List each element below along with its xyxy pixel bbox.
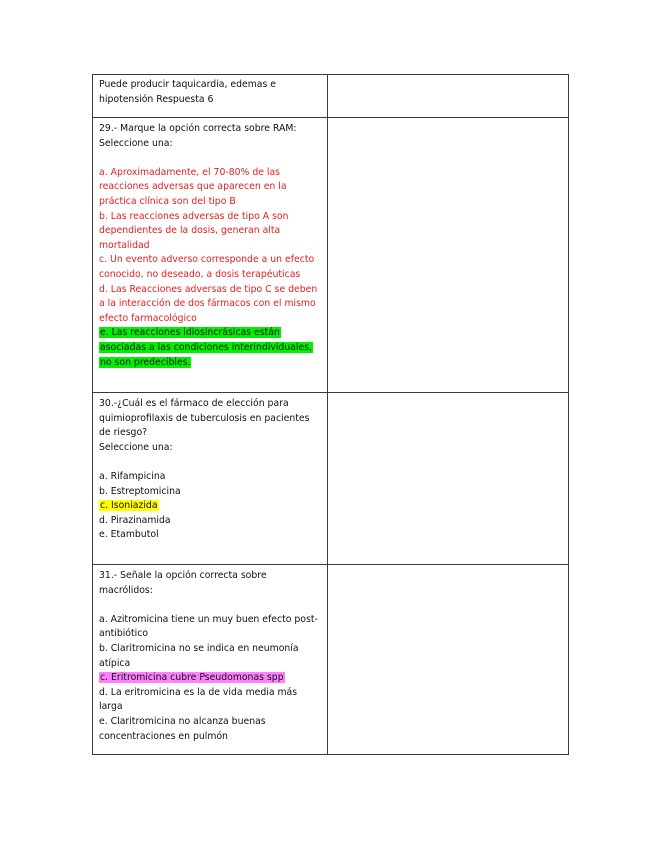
option-text: efecto farmacológico xyxy=(99,312,197,324)
select-prompt: Seleccione una: xyxy=(99,441,173,453)
option-text: d. La eritromicina es la de vida media más xyxy=(99,686,298,698)
table-row xyxy=(93,393,569,565)
option-text: concentraciones en pulmón xyxy=(99,730,228,742)
table-row xyxy=(93,565,569,755)
text-line: hipotensión Respuesta 6 xyxy=(99,93,214,105)
table-row xyxy=(93,75,569,118)
table-row xyxy=(93,118,569,393)
question-text: quimioprofilaxis de tuberculosis en pacientes xyxy=(99,412,310,424)
question-cell xyxy=(93,75,328,118)
question-text: de riesgo? xyxy=(99,427,148,439)
option-text: b. Estreptomicina xyxy=(99,485,181,497)
option-text: a. Rifampicina xyxy=(99,470,166,482)
option-text: conocido, no deseado, a dosis terapéuticas xyxy=(99,268,301,280)
question-text: macrólidos: xyxy=(99,584,153,596)
quiz-table xyxy=(92,74,569,755)
answer-cell xyxy=(328,393,569,565)
answer-cell xyxy=(328,565,569,755)
option-text: b. Claritromicina no se indica en neumonía xyxy=(99,642,299,654)
correct-option-highlight: asociadas a las condiciones interindividuales, xyxy=(100,341,313,353)
option-text: antibiótico xyxy=(99,628,149,640)
correct-option-highlight: c. Eritromicina cubre Pseudomonas spp xyxy=(100,672,284,684)
option-text: a la interacción de dos fármacos con el mismo xyxy=(99,298,316,310)
question-cell xyxy=(93,565,328,755)
option-text: c. Un evento adverso corresponde a un efecto xyxy=(99,254,315,266)
option-text: atípica xyxy=(99,657,131,669)
option-text: d. Las Reacciones adversas de tipo C se deben xyxy=(99,283,318,295)
question-cell xyxy=(93,118,328,393)
option-text: mortalidad xyxy=(99,239,150,251)
select-prompt: Seleccione una: xyxy=(99,137,173,149)
option-text: dependientes de la dosis, generan alta xyxy=(99,225,281,237)
option-text: a. Aproximadamente, el 70-80% de las xyxy=(99,166,281,178)
text-line: Puede producir taquicardia, edemas e xyxy=(99,79,276,90)
option-text: e. Etambutol xyxy=(99,529,159,541)
option-text: e. Claritromicina no alcanza buenas xyxy=(99,715,266,727)
option-text: b. Las reacciones adversas de tipo A son xyxy=(99,210,289,222)
option-text: a. Azitromicina tiene un muy buen efecto post- xyxy=(99,613,318,625)
option-text: d. Pirazinamida xyxy=(99,514,171,526)
answer-cell xyxy=(328,118,569,393)
correct-option-highlight: c. Isoniazida xyxy=(100,500,158,512)
option-text: larga xyxy=(99,701,123,713)
correct-option-highlight: e. Las reacciones idiosincrásicas están xyxy=(100,327,280,339)
answer-cell xyxy=(328,75,569,118)
question-text: 30.-¿Cuál es el fármaco de elección para xyxy=(99,398,289,409)
question-text: 31.- Señale la opción correcta sobre xyxy=(99,570,267,581)
question-text: 29.- Marque la opción correcta sobre RAM: xyxy=(99,123,297,134)
option-text: práctica clínica son del tipo B xyxy=(99,195,236,207)
question-cell xyxy=(93,393,328,565)
option-text: reacciones adversas que aparecen en la xyxy=(99,181,287,193)
correct-option-highlight: no son predecibles. xyxy=(100,356,191,368)
